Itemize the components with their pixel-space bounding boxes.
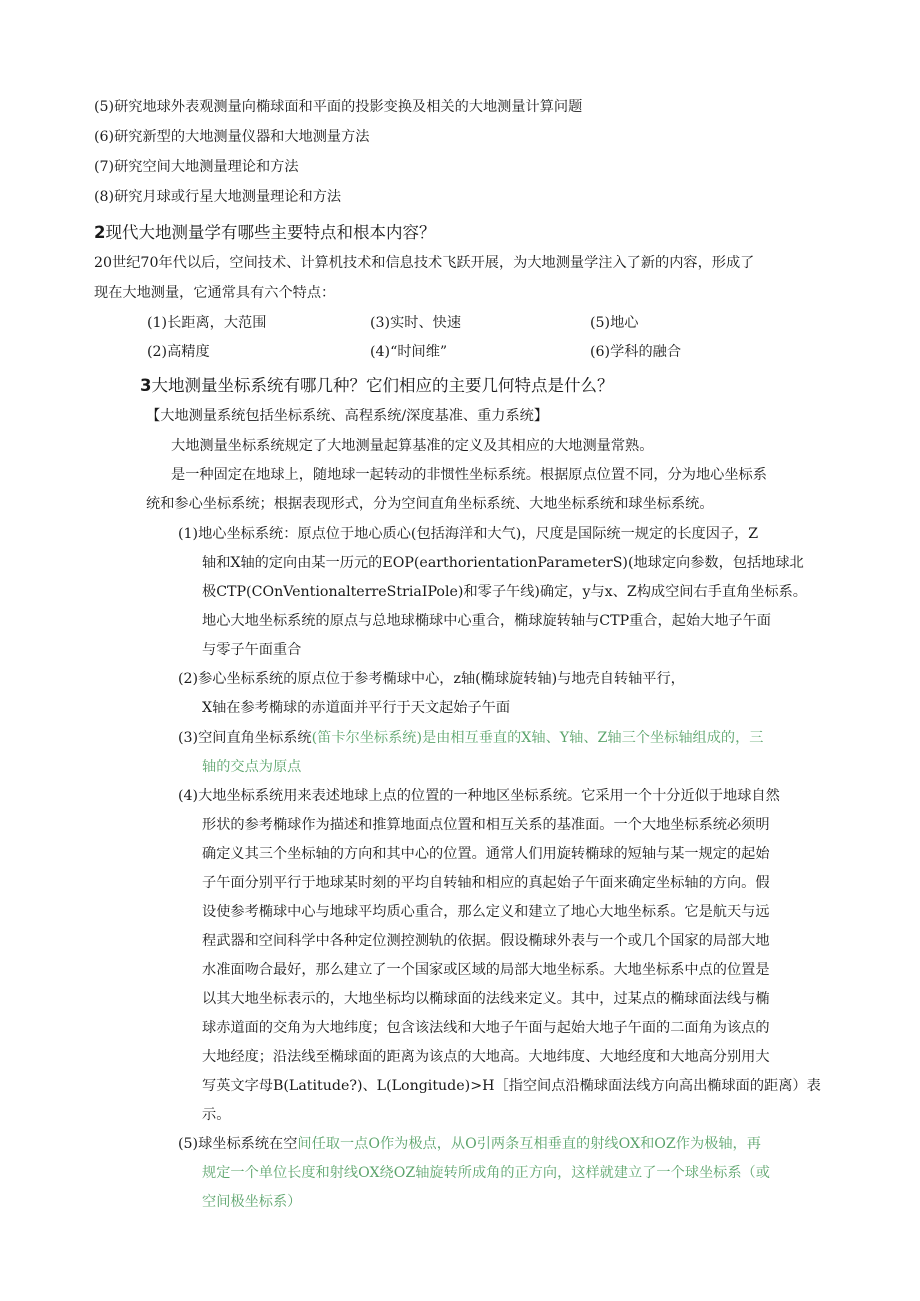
item4-line: 子午面分别平行于地球某时刻的平均自转轴和相应的真起始子午面来确定坐标轴的方向。假 bbox=[202, 875, 770, 891]
item1-line: 地心大地坐标系统的原点与总地球椭球中心重合，椭球旋转轴与CTP重合，起始大地子午面 bbox=[202, 613, 771, 629]
feature-item: (1)长距离，大范围 bbox=[147, 315, 267, 331]
q2-paragraph-line: 20世纪70年代以后，空间技术、计算机技术和信息技术飞跃开展，为大地测量学注入了新的内容，形成了 bbox=[94, 255, 755, 271]
feature-item: (5)地心 bbox=[590, 315, 639, 331]
item3-green-text: (笛卡尔坐标系统)是由相互垂直的X轴、Y轴、Z轴三个坐标轴组成的，三 bbox=[311, 730, 764, 746]
item5-line bbox=[178, 1137, 761, 1151]
item5-label: (5)球坐标系统在空 bbox=[178, 1136, 298, 1152]
item3-line: 轴的交点为原点 bbox=[202, 759, 302, 775]
item4-line: 大地经度；沿法线至椭球面的距离为该点的大地高。大地纬度、大地经度和大地高分别用大 bbox=[202, 1049, 770, 1065]
q2-title: 现代大地测量学有哪些主要特点和根本内容？ bbox=[105, 223, 436, 242]
q3-number: 3 bbox=[140, 376, 152, 395]
item1-line: 轴和X轴的定向由某一历元的EOP(earthorientationParameterS)(地球定向参数，包括地球北 bbox=[202, 555, 804, 571]
intro-list-item: (7)研究空间大地测量理论和方法 bbox=[94, 159, 299, 175]
item3-label: (3)空间直角坐标系统 bbox=[178, 730, 312, 746]
feature-item: (6)学科的融合 bbox=[590, 344, 682, 360]
item3-line bbox=[178, 731, 763, 745]
q2-number: 2 bbox=[94, 223, 106, 242]
item4-line: 水准面吻合最好，那么建立了一个国家或区域的局部大地坐标系。大地坐标系中点的位置是 bbox=[202, 962, 770, 978]
item5-line: 规定一个单位长度和射线OX绕OZ轴旋转所成角的正方向，这样就建立了一个球坐标系（或 bbox=[202, 1165, 770, 1181]
item1-line: 与零子午面重合 bbox=[202, 642, 302, 658]
feature-item: (4)“时间维” bbox=[370, 344, 448, 360]
item4-line: 写英文字母B(Latitude?)、L(Longitude)>H［指空间点沿椭球面法线方向高出椭球面的距离）表 bbox=[202, 1078, 821, 1094]
q2-heading bbox=[94, 225, 435, 242]
intro-list-item: (6)研究新型的大地测量仪器和大地测量方法 bbox=[94, 129, 370, 145]
item4-line: 示。 bbox=[202, 1107, 231, 1123]
q3-heading bbox=[140, 378, 613, 395]
q3-paragraph-line: 是一种固定在地球上，随地球一起转动的非惯性坐标系统。根据原点位置不同，分为地心坐标系 bbox=[171, 467, 767, 483]
feature-item: (2)高精度 bbox=[147, 344, 210, 360]
q2-paragraph-line: 现在大地测量，它通常具有六个特点： bbox=[94, 285, 336, 301]
item2-line: X轴在参考椭球的赤道面并平行于天文起始子午面 bbox=[202, 700, 511, 716]
item2-line: (2)参心坐标系统的原点位于参考椭球中心，z轴(椭球旋转轴)与地壳自转轴平行， bbox=[178, 671, 685, 687]
intro-list-item: (5)研究地球外表观测量向椭球面和平面的投影变换及相关的大地测量计算问题 bbox=[94, 99, 583, 115]
item4-line: 设使参考椭球中心与地球平均质心重合，那么定义和建立了地心大地坐标系。它是航天与远 bbox=[202, 904, 770, 920]
item4-line: 程武器和空间科学中各种定位测控测轨的依据。假设椭球外表与一个或几个国家的局部大地 bbox=[202, 933, 770, 949]
item4-line: (4)大地坐标系统用来表述地球上点的位置的一种地区坐标系统。它采用一个十分近似于地球自然 bbox=[178, 788, 780, 804]
item1-line: (1)地心坐标系统：原点位于地心质心(包括海洋和大气)，尺度是国际统一规定的长度因子，Z bbox=[178, 526, 759, 542]
item4-line: 以其大地坐标表示的，大地坐标均以椭球面的法线来定义。其中，过某点的椭球面法线与椭 bbox=[202, 991, 770, 1007]
item4-line: 确定义其三个坐标轴的方向和其中心的位置。通常人们用旋转椭球的短轴与某一规定的起始 bbox=[202, 846, 770, 862]
intro-list-item: (8)研究月球或行星大地测量理论和方法 bbox=[94, 189, 342, 205]
item1-line: 极CTP(COnVentionalterreStriaIPole)和零子午线)确定，y与x、Z构成空间右手直角坐标系。 bbox=[202, 584, 807, 600]
q3-title: 大地测量坐标系统有哪几种？它们相应的主要几何特点是什么？ bbox=[151, 376, 614, 395]
item5-green-text: 间任取一点O作为极点，从O引两条互相垂直的射线OX和OZ作为极轴，再 bbox=[297, 1136, 761, 1152]
q3-bracket-note: 【大地测量系统包括坐标系统、高程系统/深度基准、重力系统】 bbox=[146, 408, 549, 424]
feature-item: (3)实时、快速 bbox=[370, 315, 462, 331]
item4-line: 球赤道面的交角为大地纬度；包含该法线和大地子午面与起始大地子午面的二面角为该点的 bbox=[202, 1020, 770, 1036]
q3-paragraph: 大地测量坐标系统规定了大地测量起算基准的定义及其相应的大地测量常熟。 bbox=[171, 438, 654, 454]
item5-line: 空间极坐标系） bbox=[202, 1194, 302, 1210]
item4-line: 形状的参考椭球作为描述和推算地面点位置和相互关系的基准面。一个大地坐标系统必须明 bbox=[202, 817, 770, 833]
q3-paragraph-line: 统和参心坐标系统；根据表现形式，分为空间直角坐标系统、大地坐标系统和球坐标系统。 bbox=[146, 496, 714, 512]
